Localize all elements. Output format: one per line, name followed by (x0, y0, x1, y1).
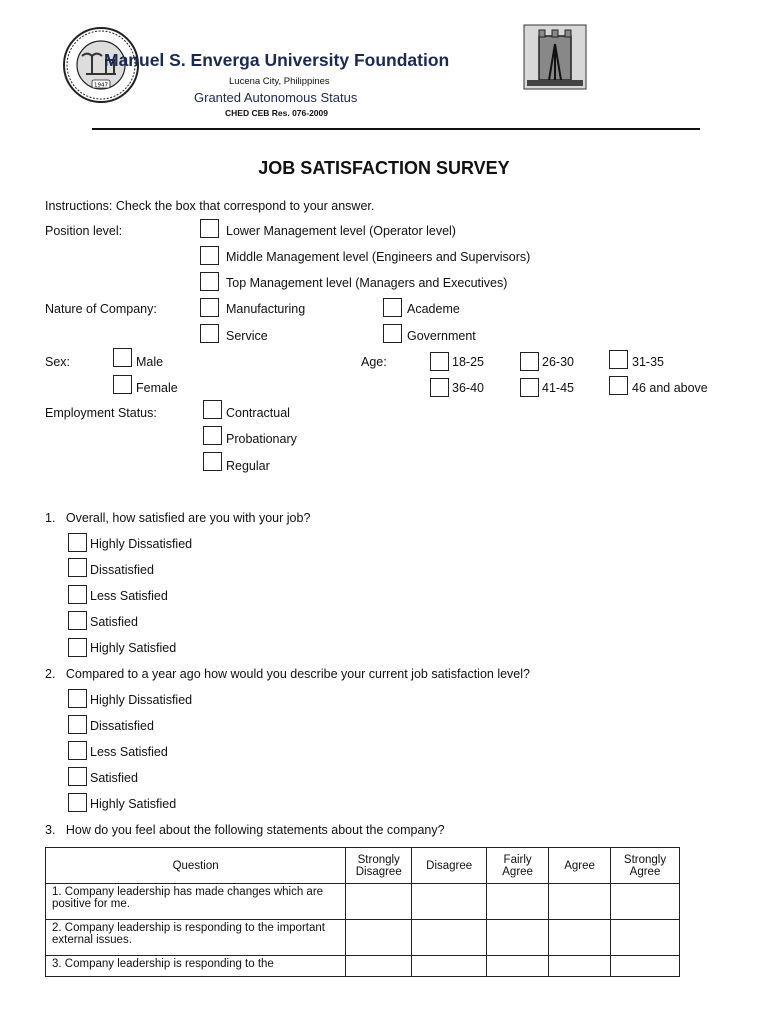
age-18-25-checkbox[interactable] (430, 352, 449, 371)
answer-cell[interactable] (611, 920, 680, 956)
employment-regular-checkbox[interactable] (203, 452, 222, 471)
position-top-label: Top Management level (Managers and Executives) (226, 276, 508, 290)
header-divider (92, 128, 700, 130)
answer-cell[interactable] (412, 920, 487, 956)
q2-option-checkbox[interactable] (68, 741, 87, 760)
q1-option-label: Less Satisfied (90, 589, 168, 603)
q2-option-checkbox[interactable] (68, 715, 87, 734)
position-lower-label: Lower Management level (Operator level) (226, 224, 456, 238)
company-government-label: Government (407, 329, 476, 343)
age-36-40-label: 36-40 (452, 381, 484, 395)
company-academe-checkbox[interactable] (383, 298, 402, 317)
company-service-label: Service (226, 329, 268, 343)
answer-cell[interactable] (611, 884, 680, 920)
age-31-35-label: 31-35 (632, 355, 664, 369)
question-3: 3. How do you feel about the following statements about the company? (45, 823, 445, 837)
q1-option-label: Satisfied (90, 615, 138, 629)
employment-label: Employment Status: (45, 406, 157, 420)
employment-contractual-checkbox[interactable] (203, 400, 222, 419)
column-header-fairly-agree: Fairly Agree (487, 848, 549, 884)
age-46-above-checkbox[interactable] (609, 376, 628, 395)
company-government-checkbox[interactable] (383, 324, 402, 343)
question-1: 1. Overall, how satisfied are you with your job? (45, 511, 311, 525)
column-header-question: Question (46, 848, 346, 884)
age-18-25-label: 18-25 (452, 355, 484, 369)
q1-option-checkbox[interactable] (68, 638, 87, 657)
position-label: Position level: (45, 224, 123, 238)
statements-table (45, 847, 680, 977)
sex-female-label: Female (136, 381, 178, 395)
q1-option-label: Highly Satisfied (90, 641, 177, 655)
answer-cell[interactable] (346, 920, 412, 956)
q2-option-label: Satisfied (90, 771, 138, 785)
answer-cell[interactable] (549, 884, 611, 920)
company-academe-label: Academe (407, 302, 460, 316)
company-manufacturing-checkbox[interactable] (200, 298, 219, 317)
q2-option-checkbox[interactable] (68, 793, 87, 812)
university-city: Lucena City, Philippines (229, 76, 330, 87)
sex-male-label: Male (136, 355, 164, 369)
q2-option-label: Highly Dissatisfied (90, 693, 193, 707)
tower-logo (523, 24, 587, 90)
autonomous-status: Granted Autonomous Status (194, 90, 358, 105)
q1-option-label: Dissatisfied (90, 563, 154, 577)
instructions: Instructions: Check the box that correspond to your answer. (45, 199, 375, 213)
answer-cell[interactable] (549, 956, 611, 977)
answer-cell[interactable] (412, 884, 487, 920)
employment-regular-label: Regular (226, 459, 270, 473)
age-label: Age: (361, 355, 387, 369)
answer-cell[interactable] (346, 956, 412, 977)
company-service-checkbox[interactable] (200, 324, 219, 343)
position-top-checkbox[interactable] (200, 272, 219, 291)
q1-option-label: Highly Dissatisfied (90, 537, 193, 551)
answer-cell[interactable] (487, 920, 549, 956)
svg-text:1947: 1947 (94, 82, 108, 89)
table-row (46, 920, 680, 956)
answer-cell[interactable] (611, 956, 680, 977)
employment-contractual-label: Contractual (226, 406, 290, 420)
statement-text: 2. Company leadership is responding to the important external issues. (46, 920, 346, 956)
age-46-above-label: 46 and above (632, 381, 708, 395)
answer-cell[interactable] (412, 956, 487, 977)
age-36-40-checkbox[interactable] (430, 378, 449, 397)
table-header-row (46, 848, 680, 884)
employment-probationary-label: Probationary (226, 432, 297, 446)
company-manufacturing-label: Manufacturing (226, 302, 306, 316)
age-31-35-checkbox[interactable] (609, 350, 628, 369)
statement-text: 3. Company leadership is responding to the (46, 956, 346, 977)
position-middle-label: Middle Management level (Engineers and Supervisors) (226, 250, 531, 264)
employment-probationary-checkbox[interactable] (203, 426, 222, 445)
table-row (46, 956, 680, 977)
q2-option-label: Dissatisfied (90, 719, 154, 733)
q1-option-checkbox[interactable] (68, 611, 87, 630)
age-41-45-checkbox[interactable] (520, 378, 539, 397)
q1-option-checkbox[interactable] (68, 585, 87, 604)
q2-option-checkbox[interactable] (68, 689, 87, 708)
column-header-disagree: Disagree (412, 848, 487, 884)
position-middle-checkbox[interactable] (200, 246, 219, 265)
column-header-strongly-agree: Strongly Agree (611, 848, 680, 884)
q1-option-checkbox[interactable] (68, 533, 87, 552)
university-name: Manuel S. Enverga University Foundation (104, 50, 450, 70)
statement-text: 1. Company leadership has made changes which are positive for me. (46, 884, 346, 920)
answer-cell[interactable] (549, 920, 611, 956)
age-26-30-label: 26-30 (542, 355, 574, 369)
position-lower-checkbox[interactable] (200, 219, 219, 238)
sex-label: Sex: (45, 355, 71, 369)
sex-female-checkbox[interactable] (113, 375, 132, 394)
q1-option-checkbox[interactable] (68, 558, 87, 577)
sex-male-checkbox[interactable] (113, 348, 132, 367)
question-2: 2. Compared to a year ago how would you describe your current job satisfaction level? (45, 667, 530, 681)
answer-cell[interactable] (346, 884, 412, 920)
q2-option-label: Highly Satisfied (90, 797, 177, 811)
company-label: Nature of Company: (45, 302, 157, 316)
age-41-45-label: 41-45 (542, 381, 574, 395)
answer-cell[interactable] (487, 956, 549, 977)
ched-resolution: CHED CEB Res. 076-2009 (225, 108, 328, 118)
age-26-30-checkbox[interactable] (520, 352, 539, 371)
table-row (46, 884, 680, 920)
q2-option-label: Less Satisfied (90, 745, 168, 759)
answer-cell[interactable] (487, 884, 549, 920)
column-header-strongly-disagree: Strongly Disagree (346, 848, 412, 884)
q2-option-checkbox[interactable] (68, 767, 87, 786)
column-header-agree: Agree (549, 848, 611, 884)
page-title: JOB SATISFACTION SURVEY (258, 158, 510, 178)
